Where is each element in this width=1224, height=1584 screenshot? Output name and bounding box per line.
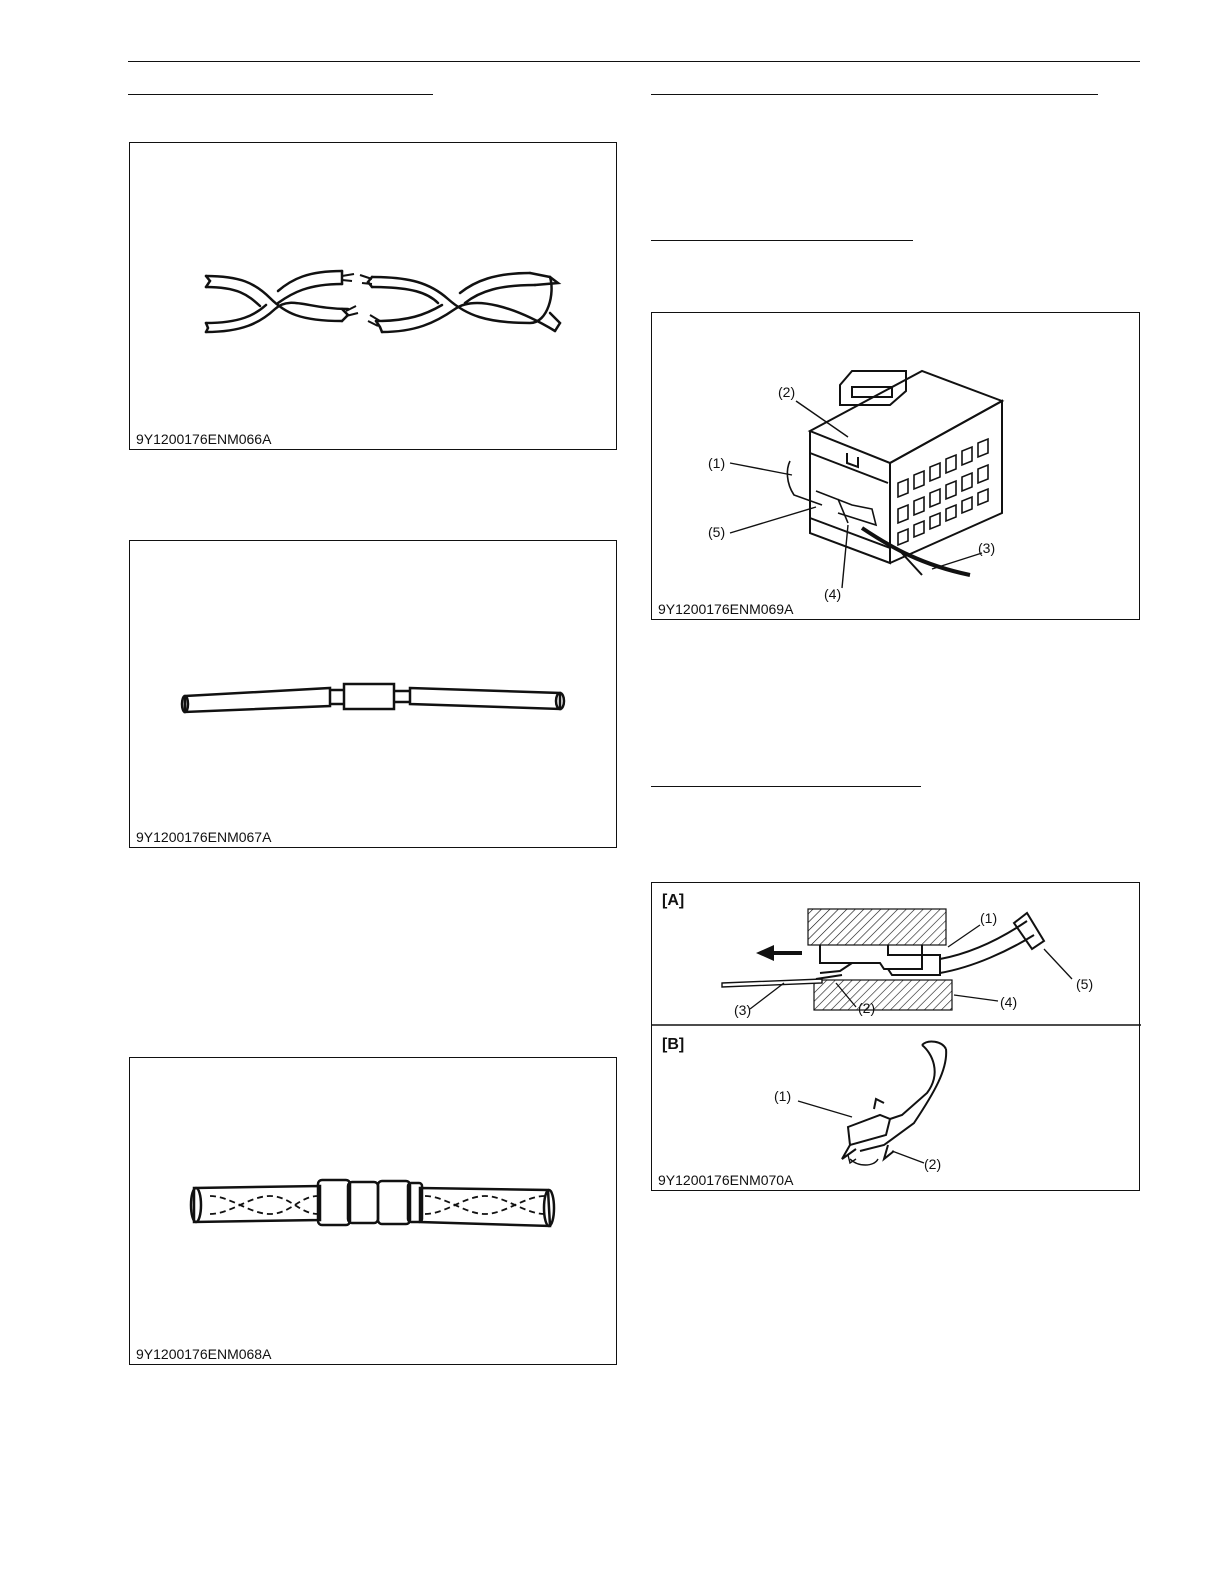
subheading-underline-1 [651,240,913,241]
figure-twisted-wires [129,142,617,450]
panel-b-drawing [774,1042,946,1172]
callout-3: (3) [978,540,996,556]
callout-b-2: (2) [924,1156,942,1172]
connector-illustration [652,313,1141,621]
figure-caption: 9Y1200176ENM068A [136,1346,272,1362]
panel-b-label: [B] [662,1036,685,1053]
subheading-underline-2 [651,786,921,787]
callout-2: (2) [778,384,796,400]
callout-b-1: (1) [774,1088,792,1104]
figure-caption: 9Y1200176ENM066A [136,431,272,447]
callout-a-3: (3) [734,1002,752,1018]
callout-a-1: (1) [980,910,998,926]
callout-1: (1) [708,455,726,471]
figure-caption: 9Y1200176ENM067A [136,829,272,845]
taped-wire-illustration [130,1058,618,1366]
callout-5: (5) [708,524,726,540]
callout-4: (4) [824,586,842,602]
panel-a-label: [A] [662,892,685,909]
twisted-wires-illustration [130,143,618,451]
crimped-wire-illustration [130,541,618,849]
panel-a-drawing [722,909,1093,1018]
header-rule [128,61,1140,62]
callout-a-2: (2) [858,1000,876,1016]
figure-crimped-wire [129,540,617,848]
callout-a-5: (5) [1076,976,1094,992]
figure-taped-wire [129,1057,617,1365]
callout-a-4: (4) [1000,994,1018,1010]
figure-connector [651,312,1140,620]
section-heading-underline-left [128,94,433,95]
terminal-removal-illustration [652,883,1141,1192]
figure-terminal-removal [651,882,1140,1191]
section-heading-underline-right [651,94,1098,95]
figure-caption: 9Y1200176ENM070A [658,1172,794,1188]
figure-caption: 9Y1200176ENM069A [658,601,794,617]
